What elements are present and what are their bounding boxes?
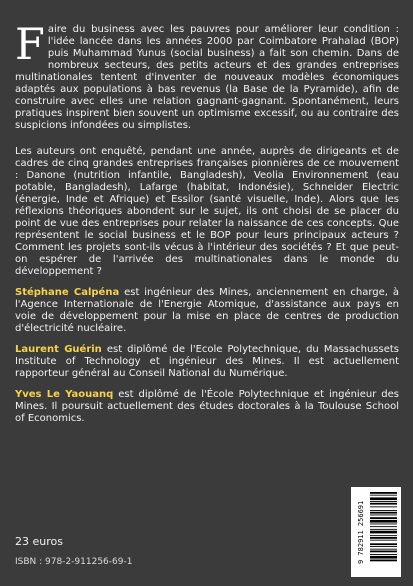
barcode-bar xyxy=(370,529,397,530)
barcode-bar xyxy=(370,492,397,494)
barcode-bar xyxy=(370,526,397,527)
barcode-bar xyxy=(370,510,397,511)
barcode-bar xyxy=(370,524,397,525)
barcode-bar xyxy=(370,503,397,505)
author-bio-3 xyxy=(15,389,399,425)
barcode-bar xyxy=(370,497,397,500)
barcode-bar xyxy=(370,512,397,514)
barcode-bar xyxy=(370,540,397,541)
author-name: Stéphane Calpéna xyxy=(15,287,120,298)
body-paragraph: Les auteurs ont enquêté, pendant une année, auprès de dirigeants et de cadres de cinq grandes entreprises françaises pionnières de ce mouvement : Danone (nutrition infantile, Bangladesh), Veolia Environnement (eau potable, Bangladesh), Lafarge (habitat, Indonésie), Schneider Electric (énergie, Inde et Afrique) et Essilor (santé visuelle, Inde). Alors que les réflexions théoriques abondent sur le sujet, ils ont choisi de se placer du point de vue des entreprises pour relater la naissance de ces concepts. Que représentent le social business et le BOP pour leurs principaux acteurs ? Comment les projets sont-ils vécus à l'intérieur des sociétés ? Et que peut-on espérer de l'arrivée des multinationales dans le monde du développement ? xyxy=(15,146,399,277)
barcode-bar xyxy=(370,560,397,562)
barcode-bar xyxy=(370,531,397,534)
author-description: est diplômé de l'École Polytechnique et ingénieur des Mines. Il poursuit actuellement des études doctorales à la Toulouse School of Economics. xyxy=(15,389,399,424)
barcode-bar xyxy=(370,501,397,502)
intro-paragraph xyxy=(15,20,399,132)
barcode xyxy=(351,487,401,577)
barcode-number: 9 782911 256691 xyxy=(357,500,365,564)
barcode-bar xyxy=(370,554,397,555)
author-name: Yves Le Yaouanq xyxy=(15,389,114,400)
barcode-bar xyxy=(370,520,397,523)
barcode-bar xyxy=(370,549,397,550)
barcode-bar xyxy=(370,551,397,553)
author-name: Laurent Guérin xyxy=(15,344,102,355)
drop-cap: F xyxy=(15,20,45,70)
barcode-bar xyxy=(370,515,397,516)
barcode-bar xyxy=(370,517,397,519)
barcode-bar xyxy=(370,535,397,536)
back-cover-text xyxy=(15,20,399,425)
price-label: 23 euros xyxy=(15,535,63,548)
author-bio-2 xyxy=(15,344,399,380)
barcode-bar xyxy=(370,543,397,545)
barcode-bar xyxy=(370,537,397,539)
barcode-bar xyxy=(370,546,397,547)
barcode-bar xyxy=(370,556,397,559)
author-bio-1 xyxy=(15,287,399,335)
isbn-label: ISBN : 978-2-911256-69-1 xyxy=(15,557,133,567)
barcode-bar xyxy=(370,506,397,507)
author-description: est diplômé de l'Ecole Polytechnique, du Massachussets Institute of Technology et ingénieur des Mines. Il est actuellement rapporteur général au Conseil National du Numérique. xyxy=(15,344,399,379)
barcode-bar xyxy=(370,495,397,496)
author-description: est ingénieur des Mines, anciennement en charge, à l'Agence Internationale de l'Energie Atomique, d'assistance aux pays en voie de développement pour la mise en place de centres de production d'électricité nucléaire. xyxy=(15,287,399,334)
intro-text: aire du business avec les pauvres pour améliorer leur condition : l'idée lancée dans les années 2000 par Coimbatore Prahalad (BOP) puis Muhammad Yunus (social business) a fait son chemin. Dans de nombreux secteurs, des petits acteurs et des grandes entreprises multinationales tentent d'inventer de nouveaux modèles économiques adaptés aux populations à bas revenus (la Base de la Pyramide), afin de construire avec elles une relation gagnant-gagnant. Spontanément, leurs pratiques inspirent bien souvent un optimisme excessif, ou au contraire des suspicions infondées ou simplistes. xyxy=(15,24,399,131)
